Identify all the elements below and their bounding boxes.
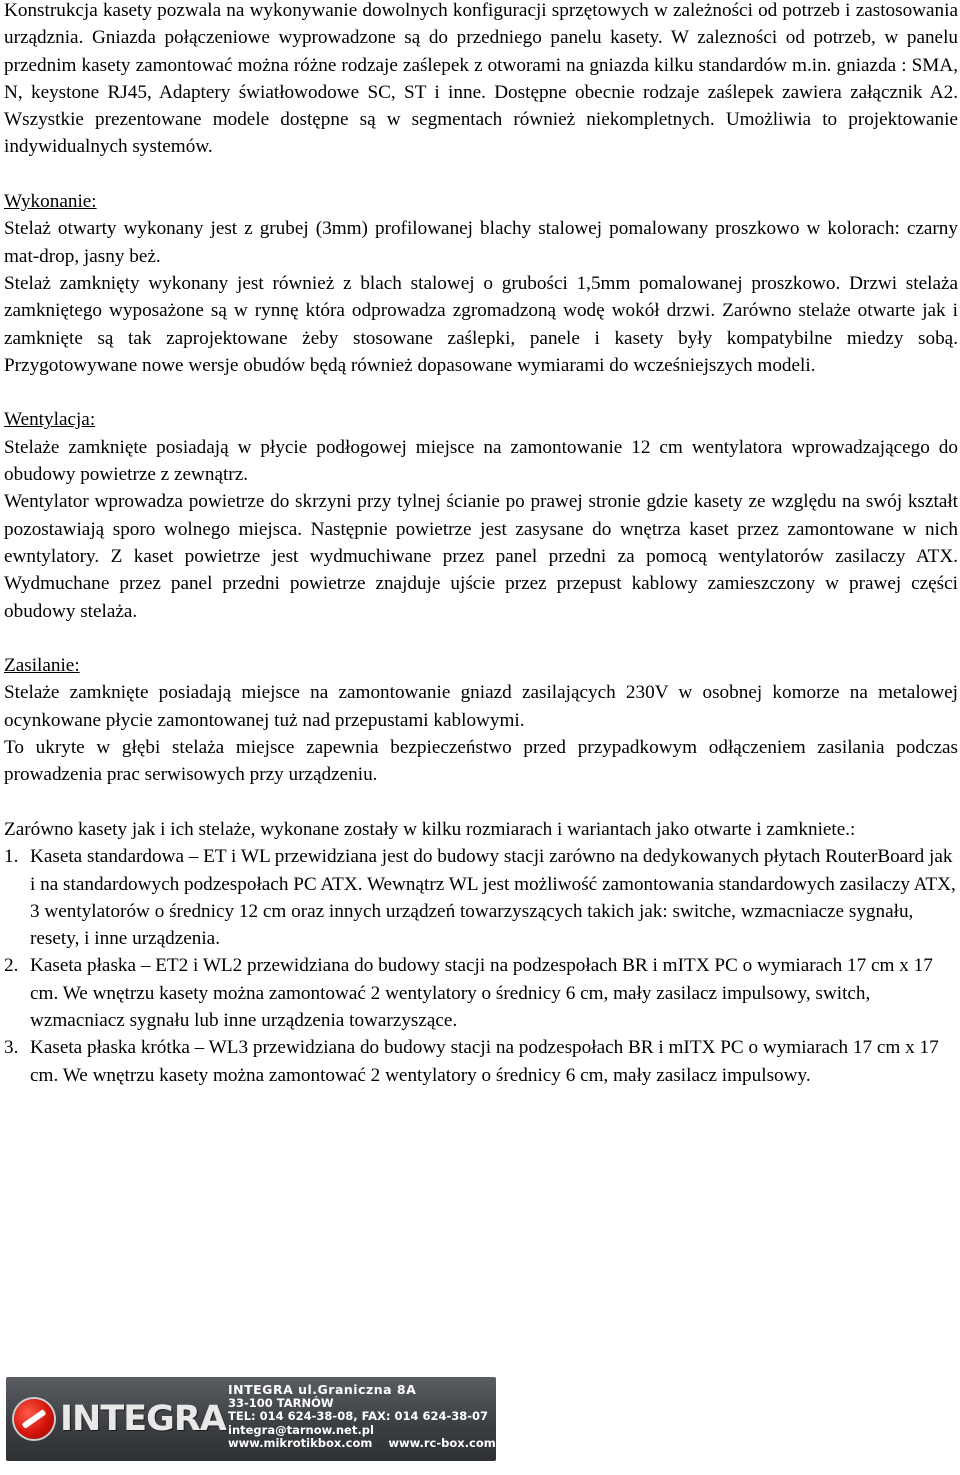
spacer	[4, 161, 958, 188]
list-item	[4, 843, 958, 952]
company-phone: TEL: 014 624-38-08, FAX: 014 624-38-07	[228, 1409, 489, 1424]
spacer	[4, 789, 958, 816]
company-address: INTEGRA ul.Graniczna 8A	[228, 1382, 417, 1397]
list-item-number: 1.	[4, 846, 19, 868]
website-link-rcbox[interactable]: www.rc-box.com	[388, 1436, 496, 1451]
zasilanie-paragraph-1: Stelaże zamknięte posiadają miejsce na zamontowanie gniazd zasilających 230V w osobnej komorze na metalowej ocynkowane płycie zamontowanej tuż nad przepustami kablowymi.	[4, 682, 958, 731]
footer-banner	[6, 1377, 496, 1461]
section-heading-zasilanie: Zasilanie:	[4, 655, 80, 677]
list-item-number: 3.	[4, 1037, 19, 1059]
integra-logo-text: INTEGRA	[60, 1399, 226, 1439]
list-item-text: Kaseta płaska – ET2 i WL2 przewidziana do budowy stacji na podzespołach BR i mITX PC o wymiarach 17 cm x 17 cm. We wnętrzu kasety można zamontować 2 wentylatory o średnicy 6 cm, mały zasilacz impulsowy, switch, wzmacniacz sygnału lub inne urządzenia towarzyszące.	[30, 955, 933, 1031]
list-item	[4, 952, 958, 1034]
zasilanie-paragraph-2: To ukryte w głębi stelaża miejsce zapewnia bezpieczeństwo przed przypadkowym odłączeniem zasilania podczas prowadzenia prac serwisowych przy urządzeniu.	[4, 737, 958, 786]
wykonanie-paragraph-2: Stelaż zamknięty wykonany jest również z blach stalowej o grubości 1,5mm pomalowanej proszkowo. Drzwi stelaża zamkniętego wyposażone są w rynnę która odprowadza zgromadzoną wodę wokół drzwi. Zarówno stelaże otwarte jak i zamknięte są tak zaprojektowane żeby stosowane zaślepki, panele i kasety były kompatybilne miedzy sobą. Przygotowywane nowe wersje obudów będą również dopasowane wymiarami do wcześniejszych modeli.	[4, 272, 958, 376]
intro-paragraph: Konstrukcja kasety pozwala na wykonywanie dowolnych konfiguracji sprzętowych w zależności od potrzeb i zastosowania urządznia. Gniazda połączeniowe wyprowadzone są do przedniego panelu kasety. W zalezności od potrzeb, w panelu przednim kasety zamontować można różne rodzaje zaślepek z otworami na gniazda kilku standardów m.in. gniazda : SMA, N, keystone RJ45, Adaptery światłowodowe SC, ST i inne. Dostępne obecnie rodzaje zaślepek zawiera załącznik A2. Wszystkie prezentowane modele dostępne są w segmentach również niekompletnych. Umożliwia to projektowanie indywidualnych systemów.	[4, 0, 958, 158]
list-item-text: Kaseta standardowa – ET i WL przewidziana jest do budowy stacji zarówno na dedykowanych płytach RouterBoard jak i na standardowych podzespołach PC ATX. Wewnątrz WL jest możliwość zamontowania standardowych zasilaczy ATX, 3 wentylatorów o średnicy 12 cm oraz innych urządzeń towarzyszących takich jak: switche, wzmacniacze sygnału, resety, i inne urządzenia.	[30, 846, 956, 950]
section-heading-wentylacja: Wentylacja:	[4, 409, 96, 431]
wykonanie-paragraph-1: Stelaż otwarty wykonany jest z grubej (3mm) profilowanej blachy stalowej pomalowany proszkowo w kolorach: czarny mat-drop, jasny beż.	[4, 218, 958, 267]
contact-block	[228, 1383, 496, 1451]
integra-logo-icon	[14, 1399, 54, 1439]
spacer	[4, 625, 958, 652]
section-heading-wykonanie: Wykonanie:	[4, 191, 97, 213]
integra-logo	[6, 1377, 226, 1461]
spacer	[4, 379, 958, 406]
list-item-text: Kaseta płaska krótka – WL3 przewidziana do budowy stacji na podzespołach BR i mITX PC o wymiarach 17 cm x 17 cm. We wnętrzu kasety można zamontować 2 wentylatory o średnicy 6 cm, mały zasilacz impulsowy.	[30, 1037, 939, 1086]
list-item	[4, 1034, 958, 1089]
wentylacja-paragraph-2: Wentylator wprowadza powietrze do skrzyni przy tylnej ścianie po prawej stronie gdzie kasety ze względu na swój kształt pozostawiają sporo wolnego miejsca. Następnie powietrze jest zasysane do wnętrza kaset przez zamontowane w nich ewntylatory. Z kaset powietrze jest wydmuchiwane przez panel przedni za pomocą wentylatorów zasilaczy ATX. Wydmuchane przez panel przedni powietrze znajduje ujście przez przepust kablowy zamieszczony w prawej części obudowy stelaża.	[4, 491, 958, 622]
website-link-mikrotikbox[interactable]: www.mikrotikbox.com	[228, 1436, 373, 1451]
list-item-number: 2.	[4, 955, 19, 977]
company-city: 33-100 TARNÓW	[228, 1395, 334, 1410]
variants-list	[4, 843, 958, 1089]
variants-intro: Zarówno kasety jak i ich stelaże, wykonane zostały w kilku rozmiarach i wariantach jako otwarte i zamkniete.:	[4, 818, 856, 840]
wentylacja-paragraph-1: Stelaże zamknięte posiadają w płycie podłogowej miejsce na zamontowanie 12 cm wentylatora wprowadzającego do obudowy powietrze z zewnątrz.	[4, 436, 958, 486]
company-email: integra@tarnow.net.pl	[228, 1422, 374, 1437]
document-page	[4, 0, 958, 1089]
